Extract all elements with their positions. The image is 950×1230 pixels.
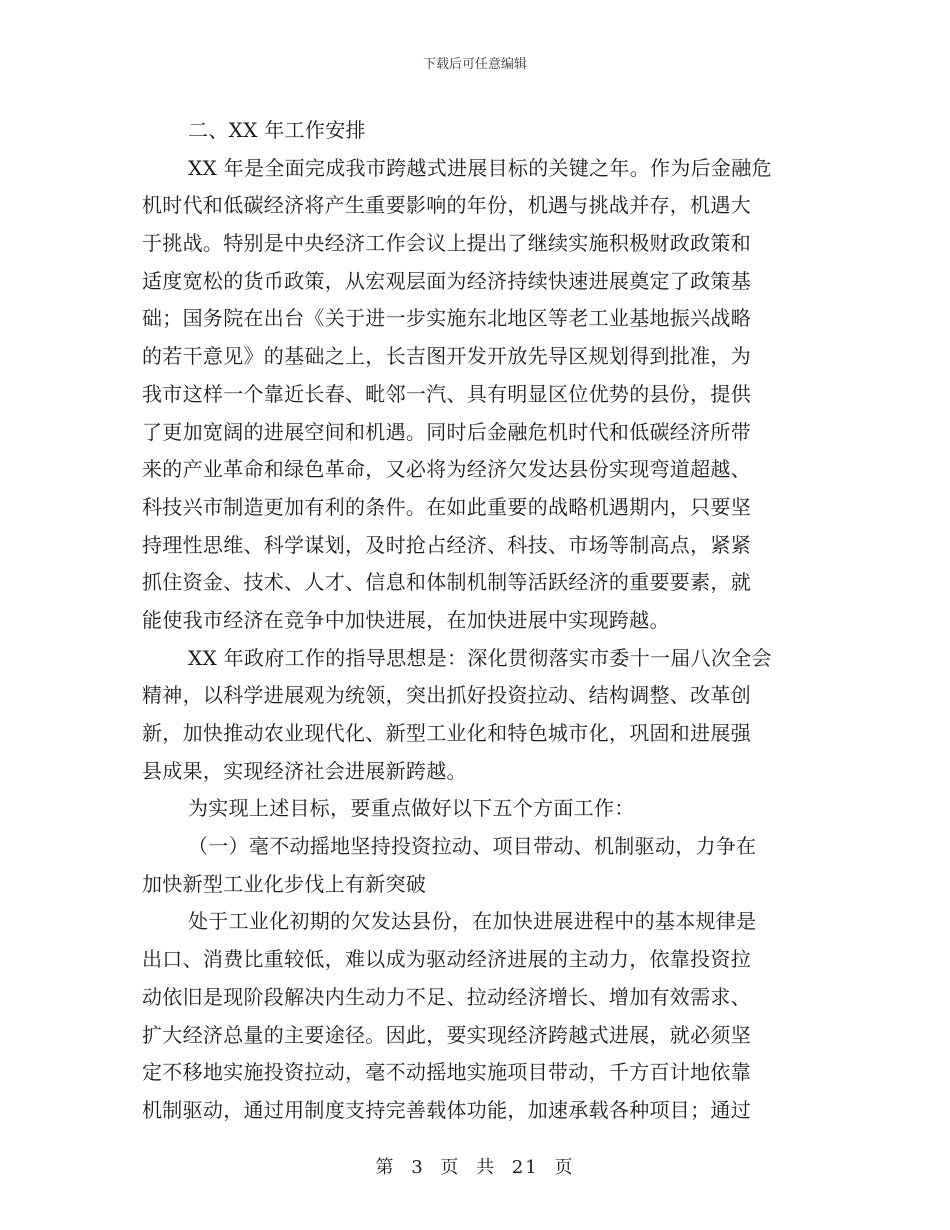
subsection-heading: 加快新型工业化步伐上有新突破 <box>142 871 427 896</box>
paragraph-line: 动依旧是现阶段解决内生动力不足、拉动经济增长、增加有效需求、 <box>142 984 751 1009</box>
subsection-heading: （一）毫不动摇地坚持投资拉动、项目带动、机制驱动，力争在 <box>188 834 757 859</box>
paragraph-line: 科技兴市制造更加有利的条件。在如此重要的战略机遇期内，只要坚 <box>142 494 751 519</box>
paragraph-line: 的若干意见》的基础之上，长吉图开发开放先导区规划得到批准，为 <box>142 344 751 369</box>
paragraph-line: 新，加快推动农业现代化、新型工业化和特色城市化，巩固和进展强 <box>142 721 751 745</box>
paragraph-line: XX 年政府工作的指导思想是：深化贯彻落实市委十一届八次全会 <box>188 645 772 670</box>
paragraph-line: 出口、消费比重较低，难以成为驱动经济进展的主动力，依靠投资拉 <box>142 947 751 972</box>
document-body <box>142 112 802 1130</box>
paragraph-line: 我市这样一个靠近长春、毗邻一汽、具有明显区位优势的县份，提供 <box>142 381 751 406</box>
paragraph-line: 定不移地实施投资拉动，毫不动摇地实施项目带动，千方百计地依靠 <box>142 1060 751 1085</box>
paragraph-line: 础；国务院在出台《关于进一步实施东北地区等老工业基地振兴战略 <box>142 306 751 331</box>
paragraph-line: 持理性思维、科学谋划，及时抢占经济、科技、市场等制高点，紧紧 <box>142 532 751 557</box>
paragraph-line: 为实现上述目标，要重点做好以下五个方面工作： <box>188 796 635 821</box>
paragraph-line: 适度宽松的货币政策，从宏观层面为经济持续快速进展奠定了政策基 <box>142 268 751 293</box>
paragraph-line: 机制驱动，通过用制度支持完善载体功能，加速承载各种项目；通过 <box>142 1097 751 1122</box>
paragraph-line: 机时代和低碳经济将产生重要影响的年份，机遇与挑战并存，机遇大 <box>142 193 751 218</box>
paragraph-line: 精神，以科学进展观为统领，突出抓好投资拉动、结构调整、改革创 <box>142 683 751 708</box>
paragraph-line: 处于工业化初期的欠发达县份，在加快进展进程中的基本规律是 <box>188 909 757 934</box>
paragraph-line: 县成果，实现经济社会进展新跨越。 <box>142 758 467 783</box>
paragraph-line: 了更加宽阔的进展空间和机遇。同时后金融危机时代和低碳经济所带 <box>142 419 751 444</box>
paragraph-line: 抓住资金、技术、人才、信息和体制机制等活跃经济的重要要素，就 <box>142 570 751 595</box>
page-number: 第 3 页 共 21 页 <box>375 1157 575 1178</box>
paragraph-line: XX 年是全面完成我市跨越式进展目标的关键之年。作为后金融危 <box>188 155 772 180</box>
paragraph-line: 于挑战。特别是中央经济工作会议上提出了继续实施积极财政政策和 <box>142 231 751 256</box>
page-header-note: 下载后可任意编辑 <box>422 57 527 72</box>
section-heading: 二、XX 年工作安排 <box>188 118 366 142</box>
paragraph-line: 扩大经济总量的主要途径。因此，要实现经济跨越式进展，就必须坚 <box>142 1022 751 1047</box>
paragraph-line: 能使我市经济在竞争中加快进展，在加快进展中实现跨越。 <box>142 607 670 632</box>
paragraph-line: 来的产业革命和绿色革命，又必将为经济欠发达县份实现弯道超越、 <box>142 457 751 482</box>
